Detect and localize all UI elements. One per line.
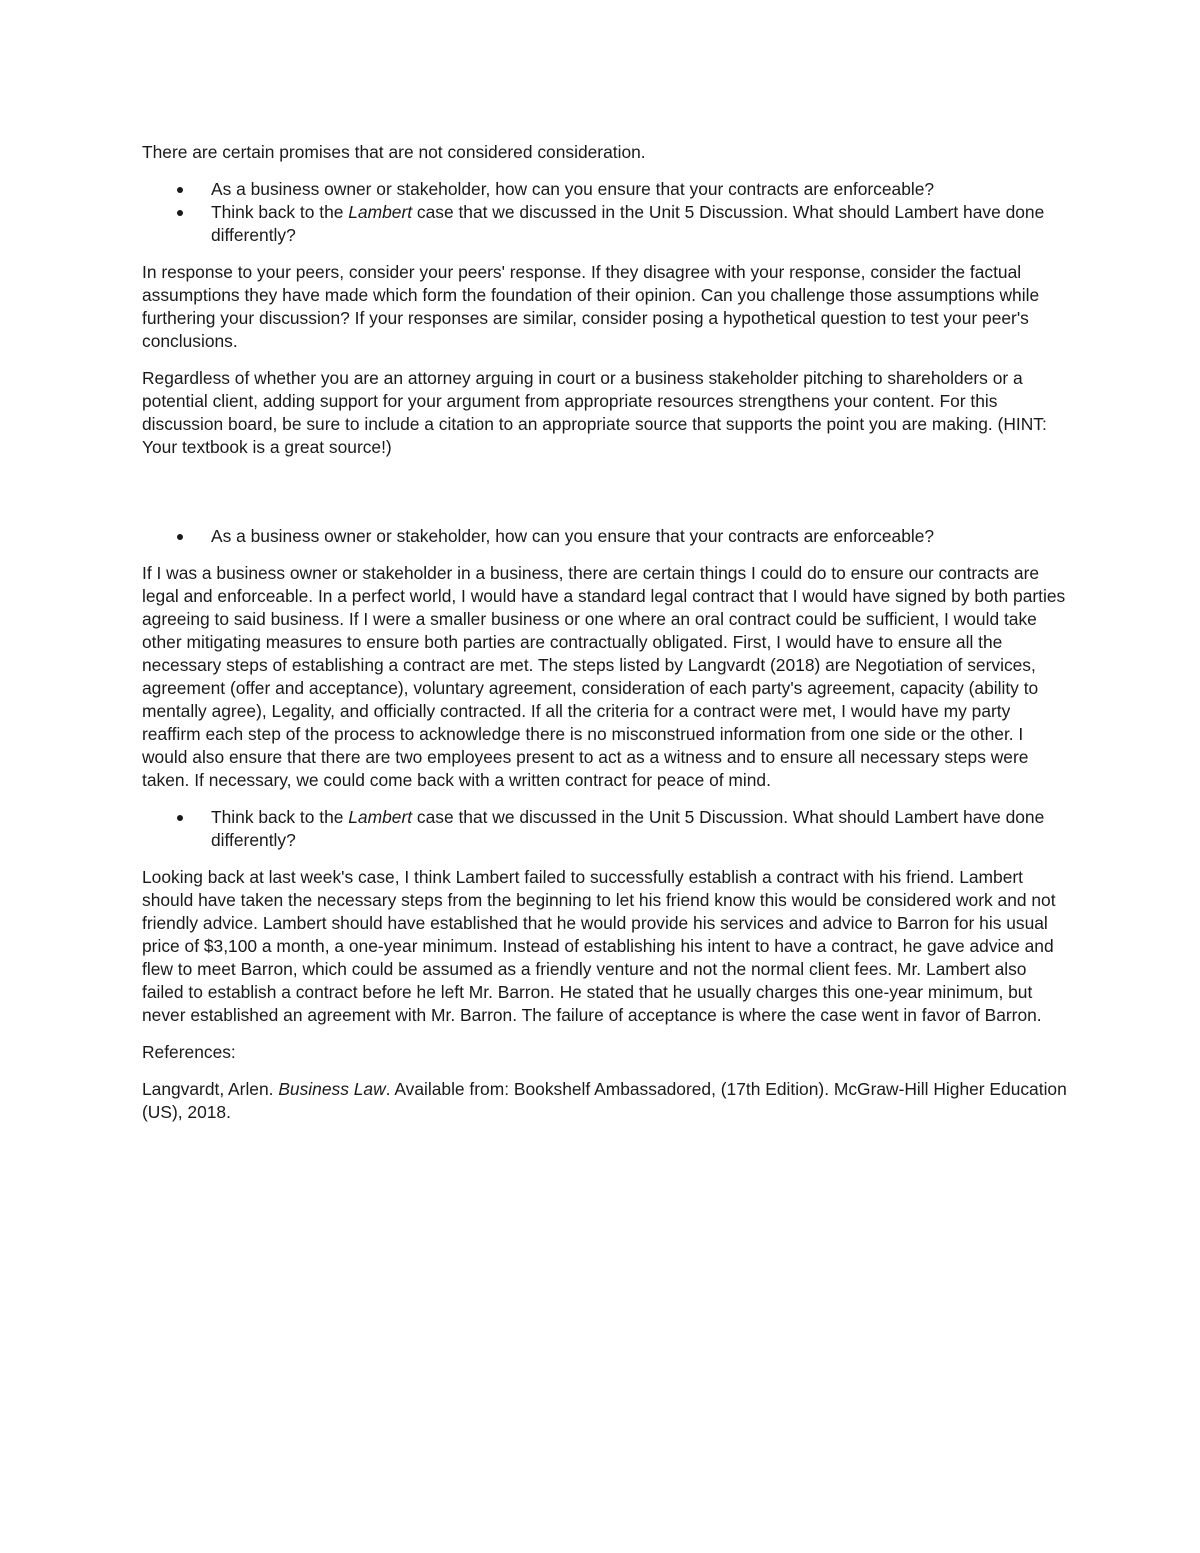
citation-instructions: Regardless of whether you are an attorney arguing in court or a business stakeholder pitching to shareholders or a potential client, adding support for your argument from appropriate resources strengthens your content. For this discussion board, be sure to include a citation to an appropriate source that supports the point you are making. (HINT: Your textbook is a great source!): [142, 368, 1047, 457]
answer-two-question-list: [142, 806, 1072, 852]
list-item: [142, 806, 1072, 852]
prompt-question-2-part-2: case that we discussed in the Unit 5 Discussion. What should Lambert have done differently?: [211, 202, 1045, 245]
answer-two-question-part-1: Think back to the: [211, 807, 349, 827]
answer-one-question-list: [142, 525, 1072, 548]
bullet-icon: [177, 210, 183, 216]
list-item: [142, 201, 1072, 247]
citation-title: Business Law: [278, 1079, 386, 1099]
bullet-icon: [177, 815, 183, 821]
references-heading: References:: [142, 1042, 236, 1062]
bullet-icon: [177, 534, 183, 540]
reference-citation: [142, 1078, 1072, 1124]
prompt-question-2-part-1: Think back to the: [211, 202, 349, 222]
peer-response-instructions: In response to your peers, consider your peers' response. If they disagree with your response, consider the factual assumptions they have made which form the foundation of their opinion. Can you challenge those assumptions while furthering your discussion? If your responses are similar, consider posing a hypothetical question to test your peer's conclusions.: [142, 262, 1040, 351]
answer-one-response: If I was a business owner or stakeholder in a business, there are certain things I could do to ensure our contracts are legal and enforceable. In a perfect world, I would have a standard legal contract that I would have signed by both parties agreeing to said business. If I were a smaller business or one where an oral contract could be sufficient, I would take other mitigating measures to ensure both parties are contractually obligated. First, I would have to ensure all the necessary steps of establishing a contract are met. The steps listed by Langvardt (2018) are Negotiation of services, agreement (offer and acceptance), voluntary agreement, consideration of each party's agreement, capacity (ability to mentally agree), Legality, and officially contracted. If all the criteria for a contract were met, I would have my party reaffirm each step of the process to acknowledge there is no misconstrued information from one side or the other. I would also ensure that there are two employees present to act as a witness and to ensure all necessary steps were taken. If necessary, we could come back with a written contract for peace of mind.: [142, 563, 1066, 790]
prompt-question-1: As a business owner or stakeholder, how can you ensure that your contracts are enforceable?: [211, 179, 935, 199]
prompt-bullet-list: [142, 178, 1072, 247]
intro-paragraph: There are certain promises that are not considered consideration.: [142, 142, 646, 162]
document-page: [142, 141, 1072, 1138]
list-item: [142, 525, 1072, 548]
case-name-italic: Lambert: [348, 807, 413, 827]
citation-author: Langvardt, Arlen.: [142, 1079, 279, 1099]
case-name-italic: Lambert: [348, 202, 413, 222]
list-item: [142, 178, 1072, 201]
answer-one-question: As a business owner or stakeholder, how can you ensure that your contracts are enforceable?: [211, 526, 935, 546]
bullet-icon: [177, 187, 183, 193]
citation-details: . Available from: Bookshelf Ambassadored, (17th Edition). McGraw-Hill Higher Education (US), 2018.: [142, 1079, 1067, 1122]
answer-two-response: Looking back at last week's case, I think Lambert failed to successfully establish a contract with his friend. Lambert should have taken the necessary steps from the beginning to let his friend know this would be considered work and not friendly advice. Lambert should have established that he would provide his services and advice to Barron for his usual price of $3,100 a month, a one-year minimum. Instead of establishing his intent to have a contract, he gave advice and flew to meet Barron, which could be assumed as a friendly venture and not the normal client fees. Mr. Lambert also failed to establish a contract before he left Mr. Barron. He stated that he usually charges this one-year minimum, but never established an agreement with Mr. Barron. The failure of acceptance is where the case went in favor of Barron.: [142, 867, 1056, 1025]
answer-two-question-part-2: case that we discussed in the Unit 5 Discussion. What should Lambert have done differently?: [211, 807, 1045, 850]
